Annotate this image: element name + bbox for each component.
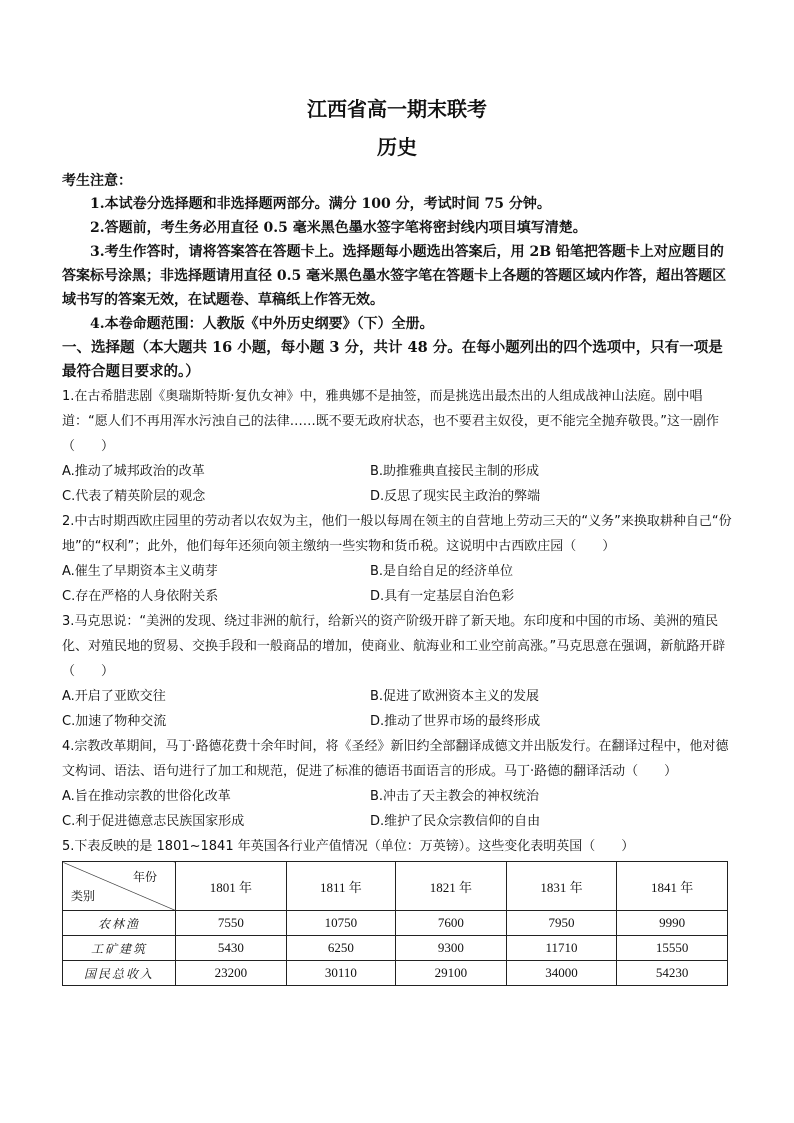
year-header: 1821 年	[396, 862, 507, 911]
question-stem: 1.在古希腊悲剧《奥瑞斯特斯·复仇女神》中，雅典娜不是抽签，而是挑选出最杰出的人组成战神山法庭。剧中唱道：“愿人们不再用浑水污浊自己的法律……既不要无政府状态，也不要君主奴役，更不能完全抛弃敬畏。”这一剧作（ ）	[62, 389, 719, 454]
option-d: D.反思了现实民主政治的弊端	[370, 489, 541, 504]
table-cell: 54230	[617, 961, 728, 986]
option-a: A.旨在推动宗教的世俗化改革	[62, 789, 231, 804]
option-d: D.具有一定基层自治色彩	[370, 589, 515, 604]
notice-item: 1.本试卷分选择题和非选择题两部分。满分 100 分，考试时间 75 分钟。	[90, 196, 551, 212]
row-label: 工矿建筑	[63, 936, 176, 961]
table-corner-cell	[63, 862, 176, 911]
option-b: B.是自给自足的经济单位	[370, 564, 514, 579]
question-stem: 5.下表反映的是 1801~1841 年英国各行业产值情况（单位：万英镑）。这些变化表明英国（ ）	[62, 839, 635, 854]
option-d: D.推动了世界市场的最终形成	[370, 714, 541, 729]
row-label: 国民总收入	[63, 961, 176, 986]
table-cell: 7600	[396, 911, 507, 936]
option-a: A.推动了城邦政治的改革	[62, 464, 205, 479]
subject-title: 历史	[377, 135, 417, 159]
table-row	[63, 961, 728, 986]
exam-title: 江西省高一期末联考	[307, 97, 487, 121]
question-stem: 4.宗教改革期间，马丁·路德花费十余年时间，将《圣经》新旧约全部翻译成德文并出版发行。在翻译过程中，他对德文构词、语法、语句进行了加工和规范，促进了标准的德语书面语言的形成。马丁·路德的翻译活动（ ）	[62, 739, 729, 779]
question-options	[62, 559, 732, 609]
table-cell: 30110	[286, 961, 395, 986]
output-table	[62, 861, 728, 986]
option-c: C.存在严格的人身依附关系	[62, 589, 219, 604]
year-header: 1841 年	[617, 862, 728, 911]
table-cell: 9990	[617, 911, 728, 936]
option-d: D.维护了民众宗教信仰的自由	[370, 814, 541, 829]
table-cell: 7950	[506, 911, 617, 936]
question-stem: 2.中古时期西欧庄园里的劳动者以农奴为主，他们一般以每周在领主的自营地上劳动三天的“义务”来换取耕种自己“份地”的“权利”；此外，他们每年还须向领主缴纳一些实物和货币税。这说明中古西欧庄园（ ）	[62, 514, 732, 554]
table-header-row	[63, 862, 728, 911]
row-label: 农林渔	[63, 911, 176, 936]
table-row	[63, 936, 728, 961]
question-stem: 3.马克思说：“美洲的发现、绕过非洲的航行，给新兴的资产阶级开辟了新天地。东印度和中国的市场、美洲的殖民化、对殖民地的贸易、交换手段和一般商品的增加，使商业、航海业和工业空前高涨。”马克思意在强调，新航路开辟（ ）	[62, 614, 726, 679]
table-cell: 10750	[286, 911, 395, 936]
option-a: A.开启了亚欧交往	[62, 689, 166, 704]
section-heading: 一、选择题（本大题共 16 小题，每小题 3 分，共计 48 分。在每小题列出的四个选项中，只有一项是最符合题目要求的。）	[62, 339, 723, 380]
option-b: B.助推雅典直接民主制的形成	[370, 464, 540, 479]
table-cell: 29100	[396, 961, 507, 986]
table-cell: 23200	[176, 961, 287, 986]
table-cell: 7550	[176, 911, 287, 936]
notice-item: 2.答题前，考生务必用直径 0.5 毫米黑色墨水签字笔将密封线内项目填写清楚。	[90, 220, 587, 236]
table-cell: 34000	[506, 961, 617, 986]
year-header: 1801 年	[176, 862, 287, 911]
notice-heading: 考生注意：	[62, 173, 132, 189]
option-b: B.冲击了天主教会的神权统治	[370, 789, 540, 804]
exam-page	[62, 96, 732, 986]
table-row	[63, 911, 728, 936]
table-cell: 15550	[617, 936, 728, 961]
table-cell: 6250	[286, 936, 395, 961]
question-options	[62, 684, 732, 734]
notice-item: 3.考生作答时，请将答案答在答题卡上。选择题每小题选出答案后，用 2B 铅笔把答题卡上对应题目的答案标号涂黑；非选择题请用直径 0.5 毫米黑色墨水签字笔在答题卡上各题的答题区域内作答，超出答题区域书写的答案无效，在试题卷、草稿纸上作答无效。	[62, 244, 727, 308]
corner-year-label: 年份	[132, 870, 157, 884]
table-cell: 11710	[506, 936, 617, 961]
question-options	[62, 784, 732, 834]
option-a: A.催生了早期资本主义萌芽	[62, 564, 218, 579]
table-cell: 9300	[396, 936, 507, 961]
question-options	[62, 459, 732, 509]
table-cell: 5430	[176, 936, 287, 961]
year-header: 1811 年	[286, 862, 395, 911]
notice-item: 4.本卷命题范围：人教版《中外历史纲要》（下）全册。	[90, 316, 434, 332]
option-c: C.加速了物种交流	[62, 714, 167, 729]
year-header: 1831 年	[506, 862, 617, 911]
corner-category-label: 类别	[71, 889, 96, 903]
option-c: C.代表了精英阶层的观念	[62, 489, 206, 504]
option-c: C.利于促进德意志民族国家形成	[62, 814, 245, 829]
option-b: B.促进了欧洲资本主义的发展	[370, 689, 540, 704]
